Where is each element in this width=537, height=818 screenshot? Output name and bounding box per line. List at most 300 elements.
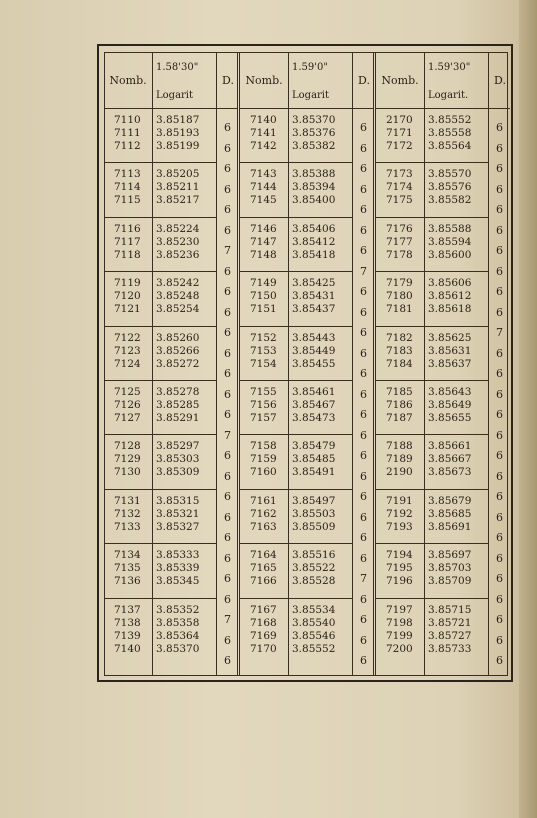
nomb-cell: 7166 xyxy=(250,575,277,588)
difference-cell: 6 xyxy=(360,592,367,606)
logarit-cell: 3.85727 xyxy=(428,629,472,642)
logarit-cell: 3.85582 xyxy=(428,194,472,207)
logarit-cell: 3.85709 xyxy=(428,575,472,588)
column-divider xyxy=(216,52,217,676)
angle-header: 1.59'0" xyxy=(292,62,328,73)
logarit-cell: 3.85509 xyxy=(292,520,336,533)
nomb-cell: 7111 xyxy=(114,127,141,139)
difference-cell: 6 xyxy=(496,449,503,462)
nomb-cell: 7197 xyxy=(386,603,413,616)
difference-cell: 6 xyxy=(360,244,367,257)
nomb-cell: 7126 xyxy=(114,399,141,411)
nomb-cell: 7156 xyxy=(250,399,277,411)
nomb-cell: 7150 xyxy=(250,290,277,303)
nomb-cell: 7174 xyxy=(386,181,413,194)
logarit-cell: 3.85205 xyxy=(156,168,200,181)
nomb-cell: 7146 xyxy=(250,222,277,235)
group-rule xyxy=(104,598,216,599)
nomb-cell: 7125 xyxy=(114,386,141,398)
group-rule xyxy=(240,162,352,163)
difference-cell: 7 xyxy=(224,244,231,257)
difference-cell: 6 xyxy=(224,121,231,134)
difference-cell: 6 xyxy=(360,654,367,667)
group-rule xyxy=(376,380,488,381)
logarit-cell: 3.85631 xyxy=(428,344,472,357)
logarit-cell: 3.85412 xyxy=(292,235,336,248)
nomb-cell: 7117 xyxy=(114,235,141,248)
difference-cell: 6 xyxy=(360,162,367,175)
group-rule xyxy=(376,434,488,435)
page-gutter xyxy=(519,0,537,818)
logarit-cell: 3.85522 xyxy=(292,562,336,575)
column-divider xyxy=(424,52,425,676)
group-rule xyxy=(104,489,216,490)
nomb-cell: 7130 xyxy=(114,466,141,479)
logarit-cell: 3.85479 xyxy=(292,440,336,453)
difference-cell: 6 xyxy=(360,326,367,339)
difference-cell: 6 xyxy=(496,203,503,216)
nomb-cell: 7142 xyxy=(250,140,277,152)
nomb-cell: 7129 xyxy=(114,453,141,466)
nomb-cell: 7186 xyxy=(386,399,413,411)
nomb-cell: 7173 xyxy=(386,168,413,181)
logarit-cell: 3.85516 xyxy=(292,549,336,562)
group-rule xyxy=(376,598,488,599)
difference-cell: 6 xyxy=(496,141,503,155)
group-rule xyxy=(240,598,352,599)
difference-cell: 6 xyxy=(224,551,231,565)
difference-cell: 6 xyxy=(360,510,367,524)
logarit-cell: 3.85606 xyxy=(428,277,472,290)
difference-cell: 6 xyxy=(360,203,367,216)
nomb-cell: 7140 xyxy=(114,642,141,655)
logarit-cell: 3.85254 xyxy=(156,303,200,316)
logarit-cell: 3.85588 xyxy=(428,222,472,235)
difference-cell: 6 xyxy=(360,141,367,155)
nomb-cell: 7178 xyxy=(386,248,413,261)
logarit-cell: 3.85437 xyxy=(292,303,336,316)
logarit-cell: 3.85321 xyxy=(156,507,200,520)
column-divider xyxy=(488,52,489,676)
logarit-cell: 3.85345 xyxy=(156,575,200,588)
logarit-cell: 3.85721 xyxy=(428,616,472,629)
nomb-cell: 7154 xyxy=(250,357,277,370)
nomb-cell: 7140 xyxy=(250,114,277,126)
nomb-cell: 7133 xyxy=(114,520,141,533)
difference-cell: 6 xyxy=(224,203,231,216)
difference-cell: 6 xyxy=(496,346,503,360)
nomb-cell: 7189 xyxy=(386,453,413,466)
difference-cell: 6 xyxy=(496,654,503,667)
difference-cell: 6 xyxy=(360,223,367,237)
difference-cell: 6 xyxy=(360,387,367,401)
difference-cell: 6 xyxy=(224,633,231,647)
logarit-cell: 3.85467 xyxy=(292,399,336,411)
difference-cell: 6 xyxy=(224,223,231,237)
group-rule xyxy=(104,162,216,163)
difference-cell: 6 xyxy=(496,182,503,196)
logarit-cell: 3.85612 xyxy=(428,290,472,303)
difference-cell: 6 xyxy=(496,264,503,278)
nomb-cell: 7149 xyxy=(250,277,277,290)
difference-cell: 6 xyxy=(496,531,503,544)
nomb-cell: 7127 xyxy=(114,412,141,424)
logarit-cell: 3.85211 xyxy=(156,181,200,194)
nomb-cell: 7175 xyxy=(386,194,413,207)
logarit-cell: 3.85230 xyxy=(156,235,200,248)
nomb-cell: 7141 xyxy=(250,127,277,139)
difference-cell: 7 xyxy=(360,264,367,278)
logarit-cell: 3.85643 xyxy=(428,386,472,398)
difference-cell: 6 xyxy=(224,654,231,667)
logarit-cell: 3.85703 xyxy=(428,562,472,575)
nomb-cell: 7114 xyxy=(114,181,141,194)
logarit-cell: 3.85248 xyxy=(156,290,200,303)
nomb-cell: 7200 xyxy=(386,642,413,655)
nomb-cell: 7167 xyxy=(250,603,277,616)
difference-cell: 6 xyxy=(224,346,231,360)
nomb-cell: 7184 xyxy=(386,357,413,370)
column-divider xyxy=(288,52,289,676)
nomb-cell: 7158 xyxy=(250,440,277,453)
group-rule xyxy=(240,434,352,435)
logarit-cell: 3.85272 xyxy=(156,357,200,370)
difference-cell: 6 xyxy=(224,449,231,462)
nomb-cell: 7136 xyxy=(114,575,141,588)
difference-cell: 7 xyxy=(224,428,231,442)
logarit-cell: 3.85382 xyxy=(292,140,336,152)
nomb-cell: 7144 xyxy=(250,181,277,194)
logarit-cell: 3.85400 xyxy=(292,194,336,207)
difference-cell: 6 xyxy=(496,285,503,298)
difference-cell: 6 xyxy=(496,387,503,401)
logarit-cell: 3.85540 xyxy=(292,616,336,629)
logarit-cell: 3.85303 xyxy=(156,453,200,466)
logarit-cell: 3.85291 xyxy=(156,412,200,424)
logarit-cell: 3.85534 xyxy=(292,603,336,616)
nomb-cell: 7188 xyxy=(386,440,413,453)
nomb-cell: 7153 xyxy=(250,344,277,357)
nomb-cell: 2190 xyxy=(386,466,413,479)
logarit-cell: 3.85485 xyxy=(292,453,336,466)
logarit-cell: 3.85655 xyxy=(428,412,472,424)
nomb-cell: 7123 xyxy=(114,344,141,357)
nomb-cell: 7112 xyxy=(114,140,141,152)
difference-cell: 6 xyxy=(360,285,367,298)
logarit-cell: 3.85618 xyxy=(428,303,472,316)
logarit-cell: 3.85443 xyxy=(292,331,336,344)
nomb-cell: 7145 xyxy=(250,194,277,207)
nomb-cell: 7168 xyxy=(250,616,277,629)
d-header: D. xyxy=(222,74,234,87)
logarit-cell: 3.85339 xyxy=(156,562,200,575)
nomb-cell: 7176 xyxy=(386,222,413,235)
nomb-cell: 7172 xyxy=(386,140,413,152)
difference-cell: 7 xyxy=(496,326,503,339)
group-rule xyxy=(240,380,352,381)
nomb-cell: 7143 xyxy=(250,168,277,181)
difference-cell: 6 xyxy=(496,408,503,421)
difference-cell: 6 xyxy=(224,367,231,380)
logarit-cell: 3.85691 xyxy=(428,520,472,533)
difference-cell: 6 xyxy=(224,182,231,196)
nomb-cell: 7193 xyxy=(386,520,413,533)
nomb-header: Nomb. xyxy=(381,74,419,87)
nomb-cell: 7169 xyxy=(250,629,277,642)
nomb-cell: 7180 xyxy=(386,290,413,303)
difference-cell: 6 xyxy=(496,469,503,483)
difference-cell: 6 xyxy=(496,572,503,585)
logarit-cell: 3.85327 xyxy=(156,520,200,533)
difference-cell: 6 xyxy=(496,510,503,524)
logarit-cell: 3.85309 xyxy=(156,466,200,479)
nomb-cell: 7159 xyxy=(250,453,277,466)
nomb-cell: 7162 xyxy=(250,507,277,520)
group-rule xyxy=(376,162,488,163)
nomb-cell: 7155 xyxy=(250,386,277,398)
nomb-cell: 7135 xyxy=(114,562,141,575)
difference-cell: 6 xyxy=(496,633,503,647)
difference-cell: 6 xyxy=(224,285,231,298)
header-rule xyxy=(376,108,510,109)
nomb-cell: 7124 xyxy=(114,357,141,370)
logarit-cell: 3.85673 xyxy=(428,466,472,479)
group-rule xyxy=(240,271,352,272)
logarit-cell: 3.85570 xyxy=(428,168,472,181)
logarit-cell: 3.85352 xyxy=(156,603,200,616)
difference-cell: 6 xyxy=(224,592,231,606)
nomb-cell: 7131 xyxy=(114,494,141,507)
logarit-cell: 3.85242 xyxy=(156,277,200,290)
logarit-cell: 3.85315 xyxy=(156,494,200,507)
nomb-header: Nomb. xyxy=(245,74,283,87)
d-header: D. xyxy=(358,74,370,87)
logarit-cell: 3.85715 xyxy=(428,603,472,616)
logarit-cell: 3.85364 xyxy=(156,629,200,642)
nomb-cell: 2170 xyxy=(386,114,413,126)
nomb-cell: 7196 xyxy=(386,575,413,588)
logarit-cell: 3.85733 xyxy=(428,642,472,655)
difference-cell: 7 xyxy=(360,572,367,585)
group-rule xyxy=(376,543,488,544)
difference-cell: 6 xyxy=(496,121,503,134)
nomb-cell: 7198 xyxy=(386,616,413,629)
difference-cell: 6 xyxy=(496,613,503,626)
nomb-cell: 7163 xyxy=(250,520,277,533)
section-divider xyxy=(237,52,240,676)
difference-cell: 6 xyxy=(360,428,367,442)
nomb-cell: 7115 xyxy=(114,194,141,207)
d-header: D. xyxy=(494,74,506,87)
column-divider xyxy=(152,52,153,676)
nomb-cell: 7139 xyxy=(114,629,141,642)
logarit-cell: 3.85649 xyxy=(428,399,472,411)
logarit-cell: 3.85594 xyxy=(428,235,472,248)
header-rule xyxy=(240,108,374,109)
group-rule xyxy=(104,271,216,272)
difference-cell: 6 xyxy=(224,490,231,503)
difference-cell: 6 xyxy=(224,572,231,585)
nomb-cell: 7138 xyxy=(114,616,141,629)
group-rule xyxy=(240,489,352,490)
nomb-cell: 7157 xyxy=(250,412,277,424)
nomb-cell: 7187 xyxy=(386,412,413,424)
nomb-cell: 7183 xyxy=(386,344,413,357)
logarit-cell: 3.85552 xyxy=(428,114,472,126)
difference-cell: 6 xyxy=(224,510,231,524)
group-rule xyxy=(104,543,216,544)
logarit-cell: 3.85394 xyxy=(292,181,336,194)
group-rule xyxy=(240,326,352,327)
difference-cell: 6 xyxy=(496,162,503,175)
column-divider xyxy=(352,52,353,676)
logarit-cell: 3.85558 xyxy=(428,127,472,139)
logarit-cell: 3.85358 xyxy=(156,616,200,629)
logarit-cell: 3.85199 xyxy=(156,140,200,152)
difference-cell: 6 xyxy=(360,408,367,421)
nomb-header: Nomb. xyxy=(109,74,147,87)
nomb-cell: 7120 xyxy=(114,290,141,303)
logarit-cell: 3.85260 xyxy=(156,331,200,344)
group-rule xyxy=(240,217,352,218)
nomb-cell: 7132 xyxy=(114,507,141,520)
difference-cell: 6 xyxy=(360,531,367,544)
logarit-cell: 3.85661 xyxy=(428,440,472,453)
angle-header: 1.58'30" xyxy=(156,62,199,73)
nomb-cell: 7165 xyxy=(250,562,277,575)
difference-cell: 7 xyxy=(224,613,231,626)
logarithm-table xyxy=(104,52,508,676)
logarit-cell: 3.85431 xyxy=(292,290,336,303)
nomb-cell: 7194 xyxy=(386,549,413,562)
nomb-cell: 7121 xyxy=(114,303,141,316)
logarit-cell: 3.85388 xyxy=(292,168,336,181)
logarit-cell: 3.85625 xyxy=(428,331,472,344)
header-rule xyxy=(104,108,238,109)
logarit-header: Logarit. xyxy=(428,90,469,101)
nomb-cell: 7182 xyxy=(386,331,413,344)
logarit-cell: 3.85461 xyxy=(292,386,336,398)
difference-cell: 6 xyxy=(496,490,503,503)
group-rule xyxy=(376,489,488,490)
nomb-cell: 7181 xyxy=(386,303,413,316)
logarit-header: Logarit xyxy=(156,90,194,101)
difference-cell: 6 xyxy=(496,305,503,319)
difference-cell: 6 xyxy=(496,244,503,257)
logarit-cell: 3.85285 xyxy=(156,399,200,411)
nomb-cell: 7199 xyxy=(386,629,413,642)
section-divider xyxy=(373,52,376,676)
logarit-cell: 3.85546 xyxy=(292,629,336,642)
logarit-cell: 3.85685 xyxy=(428,507,472,520)
group-rule xyxy=(104,217,216,218)
logarit-cell: 3.85528 xyxy=(292,575,336,588)
difference-cell: 6 xyxy=(360,367,367,380)
nomb-cell: 7171 xyxy=(386,127,413,139)
nomb-cell: 7179 xyxy=(386,277,413,290)
difference-cell: 6 xyxy=(360,182,367,196)
difference-cell: 6 xyxy=(360,449,367,462)
group-rule xyxy=(376,326,488,327)
nomb-cell: 7170 xyxy=(250,642,277,655)
logarit-cell: 3.85552 xyxy=(292,642,336,655)
nomb-cell: 7118 xyxy=(114,248,141,261)
logarit-cell: 3.85449 xyxy=(292,344,336,357)
difference-cell: 6 xyxy=(496,592,503,606)
difference-cell: 6 xyxy=(224,387,231,401)
nomb-cell: 7191 xyxy=(386,494,413,507)
logarit-cell: 3.85679 xyxy=(428,494,472,507)
angle-header: 1.59'30" xyxy=(428,62,471,73)
difference-cell: 6 xyxy=(224,264,231,278)
nomb-cell: 7147 xyxy=(250,235,277,248)
difference-cell: 6 xyxy=(360,633,367,647)
group-rule xyxy=(240,543,352,544)
logarit-cell: 3.85425 xyxy=(292,277,336,290)
logarit-cell: 3.85667 xyxy=(428,453,472,466)
nomb-cell: 7128 xyxy=(114,440,141,453)
difference-cell: 6 xyxy=(360,613,367,626)
logarit-cell: 3.85236 xyxy=(156,248,200,261)
logarit-cell: 3.85637 xyxy=(428,357,472,370)
difference-cell: 6 xyxy=(360,490,367,503)
logarit-cell: 3.85600 xyxy=(428,248,472,261)
difference-cell: 6 xyxy=(360,551,367,565)
logarit-cell: 3.85576 xyxy=(428,181,472,194)
difference-cell: 6 xyxy=(224,531,231,544)
group-rule xyxy=(104,326,216,327)
logarit-header: Logarit xyxy=(292,90,330,101)
group-rule xyxy=(104,380,216,381)
logarit-cell: 3.85370 xyxy=(292,114,336,126)
logarit-cell: 3.85418 xyxy=(292,248,336,261)
nomb-cell: 7195 xyxy=(386,562,413,575)
logarit-cell: 3.85193 xyxy=(156,127,200,139)
group-rule xyxy=(104,434,216,435)
nomb-cell: 7134 xyxy=(114,549,141,562)
difference-cell: 6 xyxy=(224,326,231,339)
nomb-cell: 7185 xyxy=(386,386,413,398)
logarit-cell: 3.85266 xyxy=(156,344,200,357)
nomb-cell: 7122 xyxy=(114,331,141,344)
nomb-cell: 7110 xyxy=(114,114,141,126)
logarit-cell: 3.85297 xyxy=(156,440,200,453)
difference-cell: 6 xyxy=(224,469,231,483)
logarit-cell: 3.85370 xyxy=(156,642,200,655)
nomb-cell: 7151 xyxy=(250,303,277,316)
logarit-cell: 3.85187 xyxy=(156,114,200,126)
logarit-cell: 3.85491 xyxy=(292,466,336,479)
logarit-cell: 3.85217 xyxy=(156,194,200,207)
nomb-cell: 7148 xyxy=(250,248,277,261)
nomb-cell: 7177 xyxy=(386,235,413,248)
nomb-cell: 7152 xyxy=(250,331,277,344)
nomb-cell: 7192 xyxy=(386,507,413,520)
logarit-cell: 3.85224 xyxy=(156,222,200,235)
logarit-cell: 3.85497 xyxy=(292,494,336,507)
difference-cell: 6 xyxy=(496,223,503,237)
difference-cell: 6 xyxy=(496,428,503,442)
logarit-cell: 3.85406 xyxy=(292,222,336,235)
nomb-cell: 7160 xyxy=(250,466,277,479)
difference-cell: 6 xyxy=(224,162,231,175)
logarit-cell: 3.85333 xyxy=(156,549,200,562)
difference-cell: 6 xyxy=(360,305,367,319)
logarit-cell: 3.85473 xyxy=(292,412,336,424)
difference-cell: 6 xyxy=(224,305,231,319)
nomb-cell: 7137 xyxy=(114,603,141,616)
logarit-cell: 3.85564 xyxy=(428,140,472,152)
